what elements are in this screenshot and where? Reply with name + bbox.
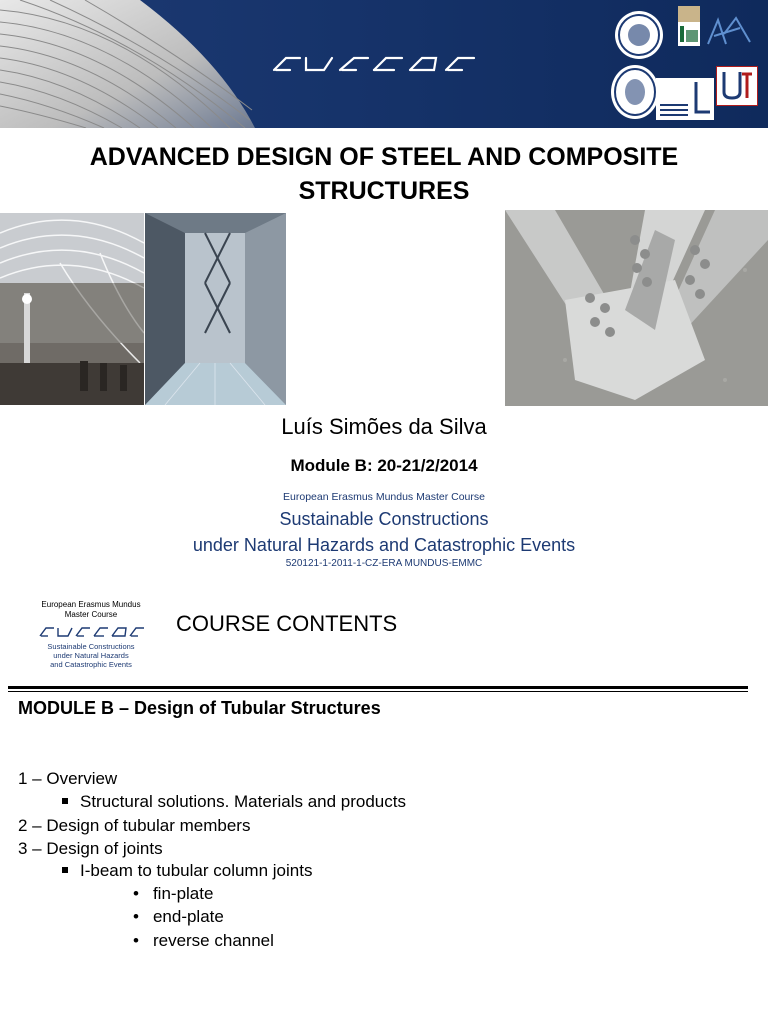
university-seal-icon xyxy=(614,10,664,60)
small-logo-line-3: Sustainable Constructions xyxy=(47,642,135,651)
program-title-line-1: Sustainable Constructions xyxy=(279,509,489,529)
dome-roof-image xyxy=(0,0,260,128)
atrium-photo xyxy=(145,213,286,405)
list-item-text: 1 – Overview xyxy=(18,769,118,788)
small-logo-line-4: under Natural Hazards xyxy=(53,651,129,660)
list-item xyxy=(133,884,213,904)
suscos-small-wordmark xyxy=(36,624,146,640)
list-item-text: 2 – Design of tubular members xyxy=(18,816,251,835)
program-title-line-2: under Natural Hazards and Catastrophic Events xyxy=(192,535,576,555)
round-bullet-icon: • xyxy=(133,884,139,903)
list-item xyxy=(62,792,406,812)
airport-terminal-photo xyxy=(0,213,144,405)
course-contents-heading: COURSE CONTENTS xyxy=(176,611,398,636)
small-logo-line-5: and Catastrophic Events xyxy=(50,660,132,669)
module-title: MODULE B – Design of Tubular Structures xyxy=(18,698,381,718)
suscos-wordmark xyxy=(262,44,502,84)
suscos-small-logo xyxy=(16,600,166,669)
square-bullet-icon xyxy=(62,798,68,804)
list-item-text: I-beam to tubular column joints xyxy=(80,861,313,880)
list-item xyxy=(133,931,274,951)
small-logo-line-1: European Erasmus Mundus xyxy=(41,600,141,609)
list-item-text: end-plate xyxy=(152,907,224,926)
ctu-logo-icon xyxy=(706,14,752,48)
list-item xyxy=(133,907,224,927)
list-item xyxy=(18,839,163,859)
erasmus-course-label: European Erasmus Mundus Master Course xyxy=(283,491,485,503)
steel-joint-photo xyxy=(505,210,768,406)
square-bullet-icon xyxy=(62,867,68,873)
round-bullet-icon: • xyxy=(133,907,139,926)
ulg-logo-icon xyxy=(676,6,702,48)
divider-thin xyxy=(8,691,748,692)
list-item xyxy=(18,816,250,836)
list-item-text: 3 – Design of joints xyxy=(18,839,163,858)
lulea-logo-icon xyxy=(656,78,714,120)
list-item-text: Structural solutions. Materials and products xyxy=(80,792,406,811)
list-item xyxy=(62,861,312,881)
small-logo-line-2: Master Course xyxy=(64,610,118,619)
divider-thick xyxy=(8,686,748,689)
header-banner xyxy=(0,0,768,128)
title-line-1: ADVANCED DESIGN OF STEEL AND COMPOSITE xyxy=(89,143,679,171)
university-seal-2-icon xyxy=(610,64,660,120)
list-item xyxy=(18,769,117,789)
ut-logo-icon xyxy=(716,66,758,106)
module-date: Module B: 20-21/2/2014 xyxy=(290,456,478,475)
round-bullet-icon: • xyxy=(133,931,139,950)
author-name: Luís Simões da Silva xyxy=(281,414,487,439)
list-item-text: reverse channel xyxy=(152,931,274,950)
page-title xyxy=(0,140,768,208)
title-line-2: STRUCTURES xyxy=(298,177,470,205)
program-code: 520121-1-2011-1-CZ-ERA MUNDUS-EMMC xyxy=(285,558,483,569)
list-item-text: fin-plate xyxy=(152,884,214,903)
